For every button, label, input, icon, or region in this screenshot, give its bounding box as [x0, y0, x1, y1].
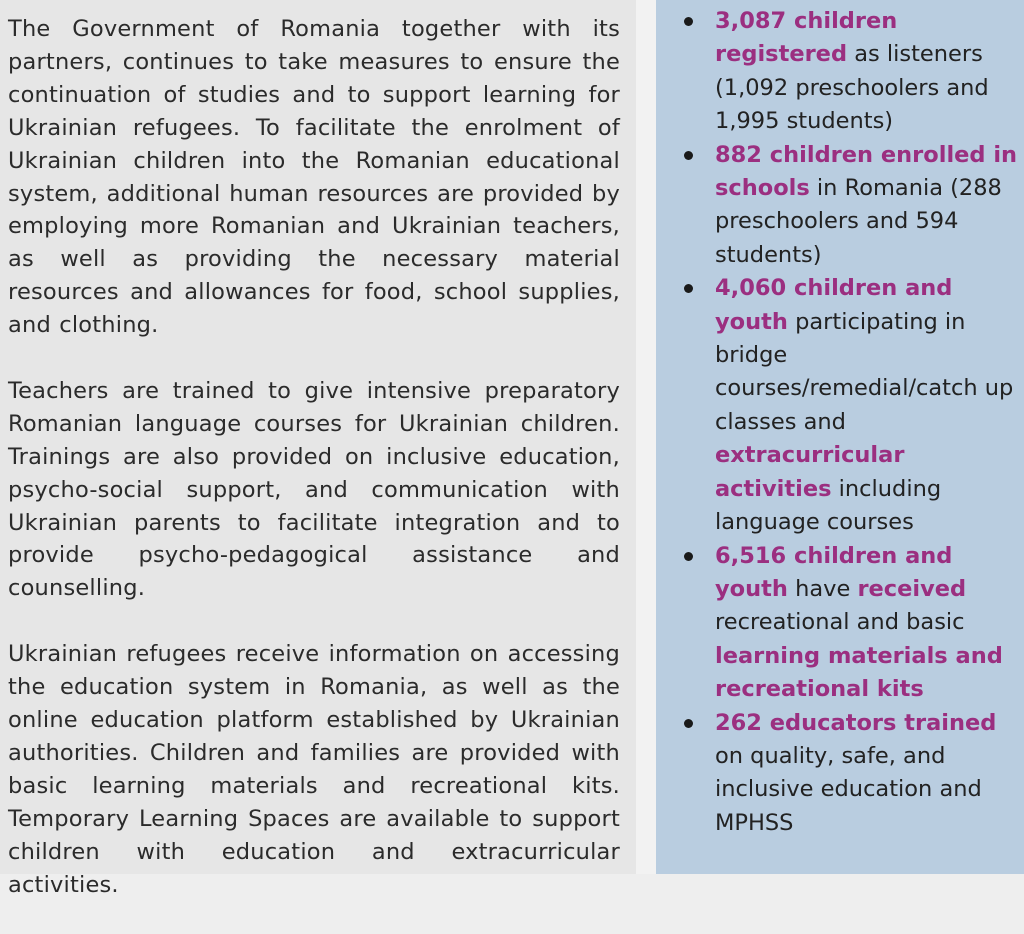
stat-highlight: 3,087 children registered [715, 8, 898, 68]
bullet-icon [684, 719, 693, 728]
stat-text: participating in bridge courses/remedial/catch up classes and [715, 308, 1014, 435]
stat-highlight-secondary: extracurricular activities [715, 442, 905, 502]
stat-text-secondary: recreational and basic [715, 609, 965, 636]
stat-item-enrolled [684, 139, 1024, 273]
paragraph-teacher-training: Teachers are trained to give intensive preparatory Romanian language courses for Ukrainian children. Trainings are also provided on inclusive education, psycho-social support, and communication with Ukrainian parents to facilitate integration and to provide psycho-pedagogical assistance and counselling. [8, 377, 620, 602]
stat-item-educators [684, 707, 1024, 841]
stat-item-bridge-courses [684, 272, 1024, 539]
statistics-list [684, 5, 1024, 840]
stat-highlight: 4,060 children and youth [715, 275, 953, 335]
stat-highlight-tertiary: learning materials and recreational kits [715, 642, 1003, 703]
stat-text-secondary: including language courses [715, 475, 942, 536]
stat-text: on quality, safe, and inclusive education and MPHSS [715, 742, 982, 836]
column-divider [636, 0, 656, 874]
stat-highlight: 262 educators trained [715, 709, 997, 736]
stat-highlight: 6,516 children and youth [715, 542, 953, 602]
paragraph-refugee-information: Ukrainian refugees receive information on accessing the education system in Romania, as well as the online education platform established by Ukrainian authorities. Children and families are provided with basic learning materials and recreational kits. Temporary Learning Spaces are available to support children with education and extracurricular activities. [8, 641, 620, 898]
stat-item-materials [684, 540, 1024, 707]
bullet-icon [684, 284, 693, 293]
stat-text: as listeners (1,092 preschoolers and 1,995 students) [715, 41, 989, 135]
paragraph-government-measures: The Government of Romania together with its partners, continues to take measures to ensure the continuation of studies and to support learning for Ukrainian refugees. To facilitate the enrolment of Ukrainian children into the Romanian educational system, additional human resources are provided by employing more Romanian and Ukrainian teachers, as well as providing the necessary material resources and allowances for food, school supplies, and clothing. [8, 16, 620, 339]
bullet-icon [684, 552, 693, 561]
right-column-panel [656, 0, 1024, 874]
stat-item-registered [684, 5, 1024, 139]
stat-highlight-secondary: received [857, 575, 967, 602]
stat-text: have [787, 575, 858, 602]
stat-text: in Romania (288 preschoolers and 594 students) [715, 175, 1002, 268]
left-text-block [8, 13, 620, 934]
bullet-icon [684, 17, 693, 26]
bullet-icon [684, 151, 693, 160]
stat-highlight: 882 children enrolled in schools [715, 141, 1018, 202]
